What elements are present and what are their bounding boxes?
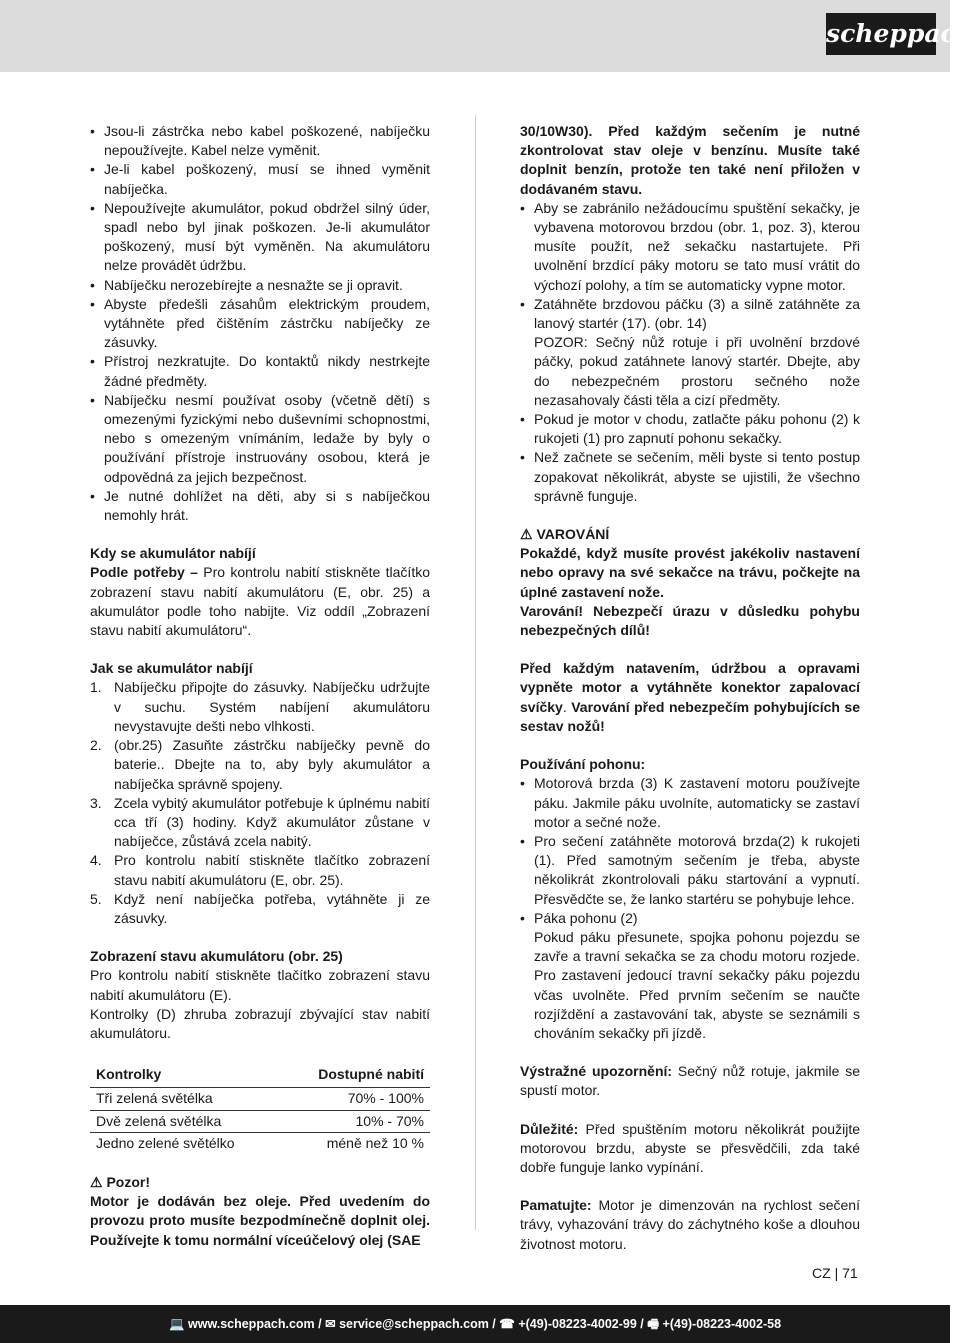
- remember-note: Pamatujte: Motor je dimenzován na rychlost sečení trávy, vyhazování trávy do záchytného koše a dlouhou životnost motoru.: [520, 1197, 860, 1252]
- oil-continuation: 30/10W30). Před každým sečením je nutné zkontrolovat stav oleje v benzínu. Musíte také doplnit benzín, protože ten také není přiložen v dodávaném stavu.: [520, 123, 860, 197]
- table-header-indicators: Kontrolky: [90, 1062, 281, 1088]
- list-item: • Je-li kabel poškozený, musí se ihned vyměnit nabíječka.: [90, 160, 430, 198]
- charging-steps: [90, 678, 430, 928]
- list-item: • Než začnete se sečením, měli byste si tento postup zopakovat několikrát, abyste se ujistili, že všechno správně funguje.: [520, 448, 860, 506]
- table-row: Jedno zelené světélko méně než 10 %: [96, 1134, 424, 1151]
- display-paragraph-1: Pro kontrolu nabití stiskněte tlačítko zobrazení stavu nabití akumulátoru (E).: [90, 967, 430, 1003]
- fax-number: +(49)-08223-4002-58: [662, 1317, 782, 1331]
- list-item: • Jsou-li zástrčka nebo kabel poškozené, nabíječku nepoužívejte. Kabel nelze vyměnit.: [90, 122, 430, 160]
- list-item: • Zatáhněte brzdovou páčku (3) a silně zatáhněte za lanový startér (17). (obr. 14) POZOR: Sečný nůž rotuje i při uvolnění brzdové páčky, pokud zatáhnete lanový startér. Dbejte, aby do nebezpečném prostoru sečného nože nezasahovaly části těla a cizí předměty.: [520, 295, 860, 410]
- page-number: CZ | 71: [812, 1265, 858, 1281]
- charger-safety-list: [90, 122, 430, 525]
- warning-title: ⚠ VAROVÁNÍ: [520, 526, 610, 543]
- warning-icon: ⚠: [520, 526, 533, 543]
- left-column: [90, 122, 430, 1250]
- list-item: 2. (obr.25) Zasuňte zástrčku nabíječky pevně do baterie.. Dbejte na to, aby byly akumulátor a nabíječka správně spojeny.: [90, 737, 430, 792]
- list-item: • Nabíječku nesmí používat osoby (včetně dětí) s omezenými fyzickými nebo duševními schopnostmi, nebo s omezeným vnímáním, ledaže by byly o používání přístroje instruovány osobou, která je odpovědná za jejich bezpečnost.: [90, 391, 430, 487]
- warning-text: Pokaždé, když musíte provést jakékoliv nastavení nebo opravy na své sekačce na trávu, počkejte na úplné zastavení nože.: [520, 545, 860, 600]
- table-row: Tři zelená světélka 70% - 100%: [90, 1088, 430, 1110]
- list-item: • Pro sečení zatáhněte motorová brzda(2) k rukojeti (1). Před samotným sečením je třeba, abyste několikrát zkontrolovali páku startování a vypnutí. Přesvědčte se, že lanko startéru se pohybuje lehce.: [520, 832, 860, 909]
- caution-title: ⚠ Pozor!: [90, 1173, 151, 1190]
- list-item: • Přístroj nezkratujte. Do kontaktů nikdy nestrkejte žádné předměty.: [90, 352, 430, 390]
- page-footer: 💻 www.scheppach.com / ✉ service@scheppach.com / ☎ +(49)-08223-4002-99 / 🖷 +(49)-08223-4002-58: [0, 1305, 950, 1343]
- list-item: • Nepoužívejte akumulátor, pokud obdržel silný úder, spadl nebo byl jinak poškozen. Je-li akumulátor poškozený, musí být vyměněn. Na akumulátoru nelze provádět údržbu.: [90, 199, 430, 276]
- section-heading-when: Kdy se akumulátor nabíjí: [90, 545, 256, 562]
- list-item: • Abyste předešli zásahům elektrickým proudem, vytáhněte před čištěním zástrčku nabíječky ze zásuvky.: [90, 295, 430, 353]
- page-header: [0, 0, 974, 72]
- display-paragraph-2: Kontrolky (D) zhruba zobrazují zbývající stav nabití akumulátoru.: [90, 1005, 430, 1041]
- scheppach-logo: scheppach: [826, 13, 936, 55]
- list-item: • Je nutné dohlížet na děti, aby si s nabíječkou nemohly hrát.: [90, 487, 430, 525]
- when-lead: Podle potřeby –: [90, 564, 198, 581]
- important-note: Důležité: Před spuštěním motoru několikrát použijte motorovou brzdu, abyste se přesvědčili, zda také dobře funguje lanko vypínání.: [520, 1120, 860, 1175]
- column-divider: [475, 115, 476, 1230]
- section-heading-drive: Používání pohonu:: [520, 756, 646, 773]
- website-link[interactable]: www.scheppach.com: [188, 1317, 315, 1331]
- list-item: • Aby se zabránilo nežádoucímu spuštění sekačky, je vybavena motorovou brzdou (obr. 1, poz. 3), kterou musíte použít, než sekačku nastartujete. Při uvolnění brzdící páky motoru se tato musí vrátit do výchozí polohy, a tím se automaticky vypne motor.: [520, 199, 860, 295]
- computer-icon: 💻: [168, 1317, 185, 1331]
- phone-number: +(49)-08223-4002-99: [518, 1317, 637, 1331]
- phone-icon: ☎: [499, 1317, 515, 1331]
- warning-icon: ⚠: [90, 1173, 103, 1190]
- list-item: 5. Když není nabíječka potřeba, vytáhněte ji ze zásuvky.: [90, 890, 430, 926]
- list-item: • Motorová brzda (3) K zastavení motoru používejte páku. Jakmile páku uvolníte, automaticky se zastaví motor a sečné nože.: [520, 774, 860, 832]
- section-heading-display: Zobrazení stavu akumulátoru (obr. 25): [90, 948, 343, 965]
- drive-list: [520, 774, 860, 1043]
- list-item: 3. Zcela vybitý akumulátor potřebuje k úplnému nabití cca tří (3) hodiny. Když akumulátor zůstane v nabíječce, zůstává zcela nabitý.: [90, 794, 430, 850]
- list-item: • Páka pohonu (2) Pokud páku přesunete, spojka pohonu pojezdu se zavře a travní sekačka se za chodu motoru rozjede. Pro zastavení jedoucí travní sekačky páku pojezdu včas uvolněte. Před prvním sečením se naučte rozjíždění a zastavování tak, abyste se seznámili s chováním sekačky při jízdě.: [520, 909, 860, 1043]
- warning-text-2: Varování! Nebezpečí úrazu v důsledku pohybu nebezpečných dílů!: [520, 602, 860, 639]
- caution-note: Výstražné upozornění: Sečný nůž rotuje, jakmile se spustí motor.: [520, 1063, 860, 1099]
- section-heading-how: Jak se akumulátor nabíjí: [90, 660, 253, 677]
- list-item: • Pokud je motor v chodu, zatlačte páku pohonu (2) k rukojeti (1) pro zapnutí pohonu sekačky.: [520, 410, 860, 448]
- right-column: [520, 122, 860, 1254]
- mail-icon: ✉: [325, 1317, 336, 1331]
- brake-list: [520, 199, 860, 506]
- table-row: Dvě zelená světélka 10% - 70%: [90, 1110, 430, 1132]
- list-item: 4. Pro kontrolu nabití stiskněte tlačítko zobrazení stavu nabití akumulátoru (E, obr. 25).: [90, 852, 430, 888]
- charge-status-table: [90, 1062, 430, 1154]
- table-header-charge: Dostupné nabití: [281, 1062, 430, 1088]
- fax-icon: 🖷: [647, 1317, 660, 1331]
- caution-text: Motor je dodáván bez oleje. Před uvedením do provozu proto musíte bezpodmínečně doplnit olej. Používejte k tomu normální víceúčelový olej (SAE: [90, 1193, 430, 1248]
- maintenance-warning: Před každým natavením, údržbou a opravami vypněte motor a vytáhněte konektor zapalovací svíčky. Varování před nebezpečím pohybujících se sestav nožů!: [520, 660, 861, 734]
- when-paragraph: [90, 563, 430, 640]
- list-item: 1. Nabíječku připojte do zásuvky. Nabíječku udržujte v suchu. Systém nabíjení akumulátoru nevystavujte dešti nebo vlhkosti.: [90, 679, 430, 734]
- when-text: Pro kontrolu nabití stiskněte tlačítko zobrazení stavu nabití akumulátoru (E, obr. 25) a akumulátor podle toho nabijte. Viz oddíl „Zobrazení stavu nabití akumulátoru“.: [90, 564, 430, 639]
- list-item: • Nabíječku nerozebírejte a nesnažte se ji opravit.: [90, 276, 430, 295]
- email-link[interactable]: service@scheppach.com: [339, 1317, 489, 1331]
